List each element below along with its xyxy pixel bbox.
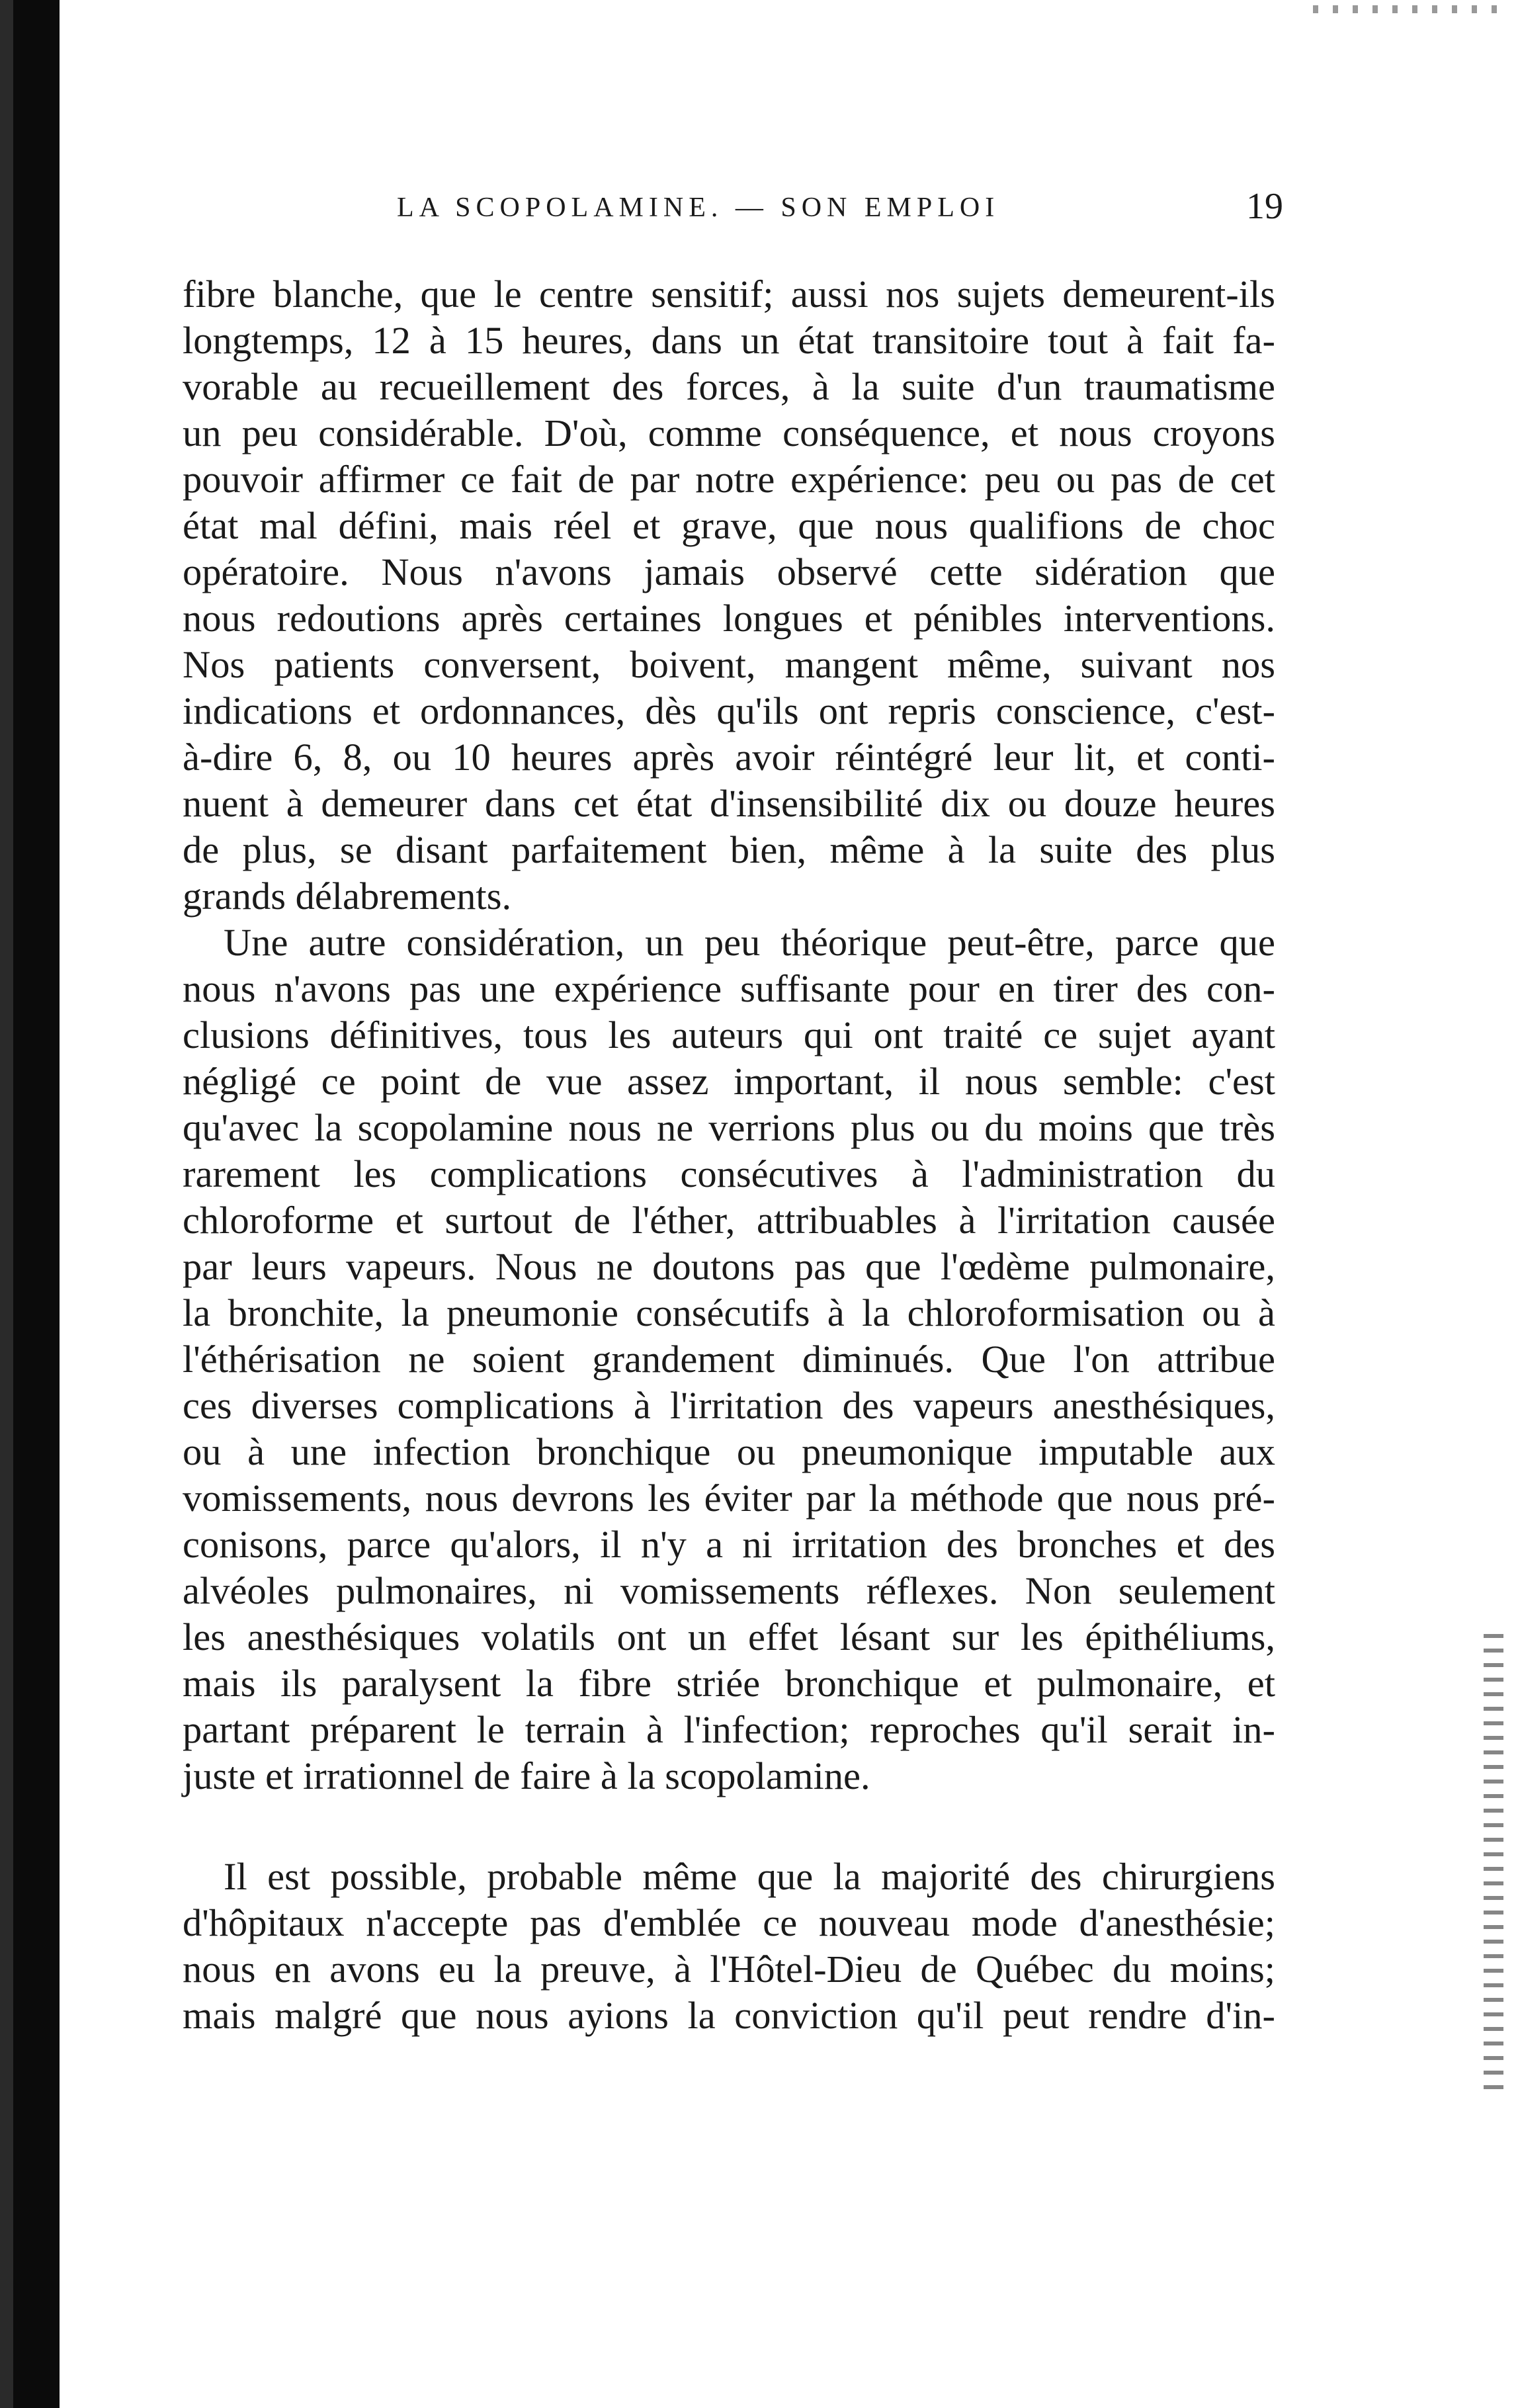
text-line: indications et ordonnances, dès qu'ils ont repris conscience, c'est- — [183, 689, 1275, 732]
text-line: fibre blanche, que le centre sensitif; aussi nos sujets demeurent-ils — [183, 273, 1275, 316]
page-number: 19 — [1246, 186, 1283, 227]
text-line: Nos patients conversent, boivent, mangent même, suivant nos — [183, 643, 1275, 686]
text-line: ces diverses complications à l'irritation des vapeurs anesthésiques, — [183, 1384, 1275, 1427]
scan-binding-edge — [0, 0, 60, 2408]
scan-artifact-right — [1484, 1634, 1503, 2097]
text-line: un peu considérable. D'où, comme conséquence, et nous croyons — [183, 411, 1275, 454]
text-line: alvéoles pulmonaires, ni vomissements réflexes. Non seulement — [183, 1569, 1275, 1612]
text-line: qu'avec la scopolamine nous ne verrions plus ou du moins que très — [183, 1106, 1275, 1149]
body-text — [183, 271, 1275, 2039]
running-head: LA SCOPOLAMINE. — SON EMPLOI — [397, 193, 1000, 223]
text-line: nous en avons eu la preuve, à l'Hôtel-Dieu de Québec du moins; — [183, 1948, 1275, 1991]
text-line: ou à une infection bronchique ou pneumonique imputable aux — [183, 1430, 1275, 1473]
paragraph-gap — [183, 1799, 1275, 1854]
scan-artifact-top — [1313, 5, 1511, 13]
text-line: nous n'avons pas une expérience suffisante pour en tirer des con- — [183, 967, 1275, 1010]
paragraph — [183, 920, 1275, 1799]
text-line: de plus, se disant parfaitement bien, même à la suite des plus — [183, 828, 1275, 871]
text-line: état mal défini, mais réel et grave, que nous qualifions de choc — [183, 504, 1275, 547]
text-line: à-dire 6, 8, ou 10 heures après avoir réintégré leur lit, et conti- — [183, 736, 1275, 779]
text-line: vorable au recueillement des forces, à la suite d'un traumatisme — [183, 365, 1275, 408]
text-line: l'éthérisation ne soient grandement diminués. Que l'on attribue — [183, 1338, 1275, 1381]
text-line: mais malgré que nous ayions la conviction qu'il peut rendre d'in- — [183, 1994, 1275, 2037]
text-line: chloroforme et surtout de l'éther, attribuables à l'irritation causée — [183, 1199, 1275, 1242]
text-line: par leurs vapeurs. Nous ne doutons pas que l'œdème pulmonaire, — [183, 1245, 1275, 1288]
text-line: les anesthésiques volatils ont un effet lésant sur les épithéliums, — [183, 1615, 1275, 1658]
text-line: vomissements, nous devrons les éviter par la méthode que nous pré- — [183, 1477, 1275, 1520]
text-line: clusions définitives, tous les auteurs qui ont traité ce sujet ayant — [183, 1013, 1275, 1056]
paragraph — [183, 271, 1275, 920]
text-line: juste et irrationnel de faire à la scopolamine. — [183, 1754, 870, 1797]
text-line: partant préparent le terrain à l'infection; reproches qu'il serait in- — [183, 1708, 1275, 1751]
text-line: nuent à demeurer dans cet état d'insensibilité dix ou douze heures — [183, 782, 1275, 825]
text-line: mais ils paralysent la fibre striée bronchique et pulmonaire, et — [183, 1662, 1275, 1705]
text-line: opératoire. Nous n'avons jamais observé cette sidération que — [183, 550, 1275, 593]
text-line: négligé ce point de vue assez important, il nous semble: c'est — [183, 1060, 1275, 1103]
paragraph — [183, 1854, 1275, 2039]
text-line: rarement les complications consécutives à l'administration du — [183, 1152, 1275, 1195]
text-line: longtemps, 12 à 15 heures, dans un état transitoire tout à fait fa- — [183, 319, 1275, 362]
text-line: Une autre considération, un peu théorique peut-être, parce que — [224, 921, 1275, 964]
text-line: grands délabrements. — [183, 875, 512, 918]
text-line: pouvoir affirmer ce fait de par notre expérience: peu ou pas de cet — [183, 458, 1275, 501]
text-line: Il est possible, probable même que la majorité des chirurgiens — [224, 1855, 1275, 1898]
page-header — [185, 185, 1283, 238]
text-line: la bronchite, la pneumonie consécutifs à la chloroformisation ou à — [183, 1291, 1275, 1334]
text-line: nous redoutions après certaines longues et pénibles interventions. — [183, 597, 1275, 640]
text-line: conisons, parce qu'alors, il n'y a ni irritation des bronches et des — [183, 1523, 1275, 1566]
text-line: d'hôpitaux n'accepte pas d'emblée ce nouveau mode d'anesthésie; — [183, 1901, 1275, 1944]
